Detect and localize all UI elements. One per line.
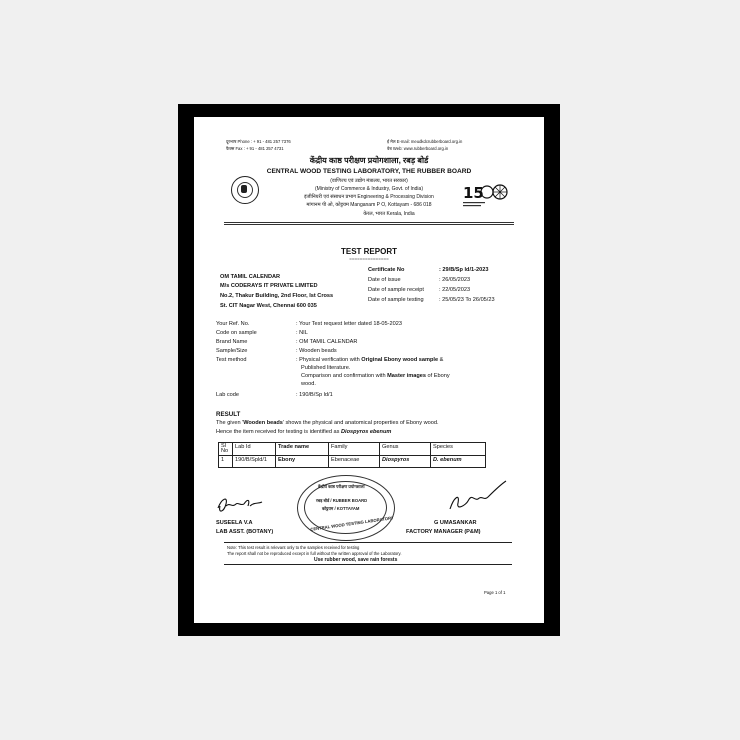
table-cell: 190/B/Spld/1 — [233, 456, 276, 468]
signature-right — [444, 479, 510, 517]
result-table — [218, 442, 486, 468]
table-header: Genus — [380, 443, 431, 456]
signatory-right-title: FACTORY MANAGER (P&M) — [406, 529, 481, 535]
detail-value: : Wooden beads — [296, 348, 337, 354]
detail-label: Code on sample — [216, 330, 257, 336]
stamp-text-bottom: CENTRAL WOOD TESTING LABORATORY — [310, 515, 395, 532]
stamp-text-mid-2: कोट्टयम / KOTTAYAM — [322, 506, 360, 511]
signature-left — [214, 492, 266, 518]
test-method-line-1: : Physical verification with Original Ebony wood sample & — [296, 357, 444, 363]
footer-note-2: The report shall not be reproduced except in full without the written approval of the Laboratory. — [227, 551, 402, 556]
date-of-testing-value: : 25/05/23 To 26/05/23 — [439, 297, 495, 303]
signatory-left-title: LAB ASST. (BOTANY) — [216, 529, 274, 535]
result-line-1: The given 'Wooden beads' shows the physical and anatomical properties of Ebony wood. — [216, 420, 439, 426]
header-divider — [224, 222, 514, 223]
ministry-hindi: (वाणिज्य एवं उद्योग मंत्रालय, भारत सरकार) — [330, 178, 408, 184]
detail-label: Brand Name — [216, 339, 248, 345]
test-method-line-2: Published literature. — [301, 365, 351, 371]
table-header: Family — [329, 443, 380, 456]
result-line-2: Hence the item received for testing is identified as Diospyros ebenum — [216, 429, 392, 435]
detail-value: : OM TAMIL CALENDAR — [296, 339, 358, 345]
report-heading: TEST REPORT — [340, 247, 397, 256]
table-header: Lab Id — [233, 443, 276, 456]
stamp-text-mid-1: रबड़ बोर्ड / RUBBER BOARD — [316, 498, 368, 503]
detail-label: Sample/Size — [216, 348, 248, 354]
customer-line-1: OM TAMIL CALENDAR — [220, 274, 281, 280]
gandhi-150-logo — [462, 180, 510, 210]
table-header: Trade name — [276, 443, 329, 456]
ministry-line: (Ministry of Commerce & Industry, Govt. of India) — [315, 186, 423, 192]
web-line: वेब Web: www.rubberboard.org.in — [387, 146, 449, 151]
official-stamp — [297, 475, 395, 541]
date-of-issue-label: Date of issue — [368, 277, 401, 283]
certificate-no-label: Certificate No — [368, 267, 405, 273]
footer-slogan: Use rubber wood, save rain forests — [314, 557, 398, 563]
date-of-issue-value: : 26/05/2023 — [439, 277, 471, 283]
detail-value: : NIL — [296, 330, 308, 336]
date-of-testing-label: Date of sample testing — [368, 297, 424, 303]
rubber-board-emblem — [231, 176, 259, 204]
phone-line: दूरभाष Phone : + 91 - 481 257 7376 — [226, 139, 291, 144]
signatory-left-name: SUSEELA V.A — [216, 520, 253, 526]
table-cell: D. ebenum — [431, 456, 486, 468]
test-method-line-4: wood. — [301, 381, 316, 387]
title-hindi: केंद्रीय काष्ठ परीक्षण प्रयोगशाला, रबड़ बोर्ड — [309, 156, 429, 165]
test-report-document — [194, 117, 544, 623]
table-header: Sl No — [219, 443, 233, 456]
detail-label: Your Ref. No. — [216, 321, 250, 327]
lab-title: CENTRAL WOOD TESTING LABORATORY, THE RUBBER BOARD — [266, 168, 472, 175]
footer-bottom-rule — [224, 564, 512, 565]
page-number: Page 1 of 1 — [484, 590, 506, 595]
result-heading: RESULT — [216, 411, 241, 418]
lab-code-value: : 190/B/Sp ld/1 — [296, 392, 333, 398]
division-line: इंजीनियरी एवं संसाधन प्रभाग Engineering & Processing Division — [304, 194, 434, 200]
table-header-row — [219, 443, 486, 456]
footer-note-1: Note: This test result is relevant only to the samples received for testing — [227, 545, 360, 550]
table-row — [219, 456, 486, 468]
customer-line-4: St. CIT Nagar West, Chennai 600 035 — [220, 303, 317, 309]
svg-text:15: 15 — [463, 184, 484, 202]
date-of-receipt-label: Date of sample receipt — [368, 287, 424, 293]
address-line-2: केरल, भारत Kerala, India — [363, 211, 415, 217]
certificate-no-value: : 29/B/Sp ld/1-2023 — [439, 267, 489, 273]
detail-value: : Your Test request letter dated 18-05-2023 — [296, 321, 402, 327]
footer-divider — [224, 542, 512, 543]
table-cell: Ebony — [276, 456, 329, 468]
customer-line-2: M/s CODERAYS IT PRIVATE LIMITED — [220, 283, 318, 289]
lab-code-label: Lab code — [216, 392, 240, 398]
test-method-label: Test method — [216, 357, 247, 363]
table-header: Species — [431, 443, 486, 456]
report-heading-underline: =============== — [349, 256, 389, 261]
signatory-right-name: G UMASANKAR — [434, 520, 477, 526]
email-line: ई मेल E-mail: meudkdcrubberboard.org.in — [387, 139, 463, 144]
header-divider-2 — [224, 224, 514, 225]
table-cell: Ebenaceae — [329, 456, 380, 468]
fax-line: फैक्स Fax : + 91 - 481 257 4731 — [226, 146, 284, 151]
table-cell: 1 — [219, 456, 233, 468]
table-cell: Diospyros — [380, 456, 431, 468]
address-line-1: मांगानम पी ओ, कोट्टयम Manganam P O, Kottayam - 686 018 — [306, 202, 432, 208]
customer-line-3: No.2, Thakur Building, 2nd Floor, Ist Cross — [220, 293, 334, 299]
stamp-text-top: केंद्रीय काष्ठ परीक्षण प्रयोगशाला — [318, 484, 365, 489]
date-of-receipt-value: : 22/05/2023 — [439, 287, 471, 293]
test-method-line-3: Comparison and confirmation with Master images of Ebony — [301, 373, 450, 379]
